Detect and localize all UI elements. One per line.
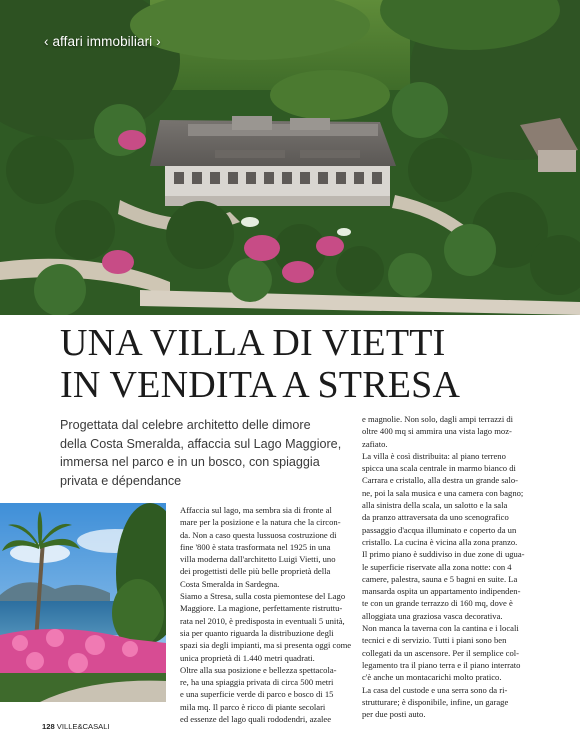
body-line: zafiato.	[362, 438, 388, 449]
body-line: le superficie riservate alla zona notte: con 4	[362, 561, 512, 572]
body-line: spazi sia degli impianti, ma si presenta oggi come	[180, 640, 352, 651]
article-headline	[60, 322, 560, 406]
body-line: da pranzo attraversata da uno scenografico	[362, 512, 509, 523]
body-line: alla sinistra della scala, un salotto e la sala	[362, 500, 508, 511]
lead-line: immersa nel parco e in un bosco, con spiaggia	[60, 455, 320, 470]
body-line: Oltre alla sua posizione e bellezza spettacola-	[180, 664, 337, 675]
lead-line: privata e dépendance	[60, 473, 182, 488]
garden-lake-photo	[0, 503, 166, 702]
body-line: collegati da un ascensore. Per il semplice col-	[362, 647, 520, 658]
body-line: c'è anche un montacarichi molto pratico.	[362, 672, 502, 683]
body-column-right	[362, 413, 532, 720]
body-line: oltre 400 mq si ammira una vista lago moz-	[362, 426, 512, 437]
body-line: unica proprietà di 1.440 metri quadrati.	[180, 652, 315, 663]
body-line: mila mq. Il parco è ricco di piante secolari	[180, 701, 326, 712]
body-line: Carrara e cristallo, alla destra un grande salo-	[362, 475, 519, 486]
body-line: Non manca la taverna con la cantina e i locali	[362, 623, 519, 634]
body-line: fine '800 è stata trasformata nel 1925 in una	[180, 541, 331, 552]
body-line: mare per la posizione e la natura che la circon-	[180, 517, 341, 528]
body-line: alloggiata una graziosa vasca decorativa.	[362, 610, 503, 621]
lead-line: della Costa Smeralda, affaccia sul Lago Maggiore,	[60, 436, 342, 451]
body-line: mansarda ospita un appartamento indipenden-	[362, 586, 521, 597]
article-lead	[60, 416, 350, 490]
body-line: per due posti auto.	[362, 709, 426, 720]
body-line: La villa è così distribuita: al piano terreno	[362, 450, 506, 461]
body-line: La casa del custode e una serra sono da ri-	[362, 684, 508, 695]
headline-line: IN VENDITA A STRESA	[60, 364, 461, 406]
body-line: strutturare; è disponibile, infine, un garage	[362, 696, 509, 707]
body-line: Maggiore. La magione, perfettamente ristruttu-	[180, 603, 343, 614]
body-line: re, ha una spiaggia privata di circa 500 metri	[180, 677, 334, 688]
headline-line: UNA VILLA DI VIETTI	[60, 322, 446, 364]
body-line: passaggio d'acqua illuminato e coperto da un	[362, 524, 517, 535]
body-line: rata nel 2010, è predisposta in eventuali 5 unità,	[180, 615, 345, 626]
page-number: 128	[42, 722, 55, 731]
body-line: dei progettisti delle più belle proprietà della	[180, 566, 331, 577]
body-line: cristallo. La cucina è vicina alla zona pranzo.	[362, 536, 518, 547]
hero-aerial-photo	[0, 0, 580, 315]
section-tag: ‹ affari immobiliari ›	[44, 34, 161, 49]
page-folio	[42, 722, 110, 731]
lead-line: Progettata dal celebre architetto delle dimore	[60, 418, 311, 432]
body-line: Costa Smeralda in Sardegna.	[180, 578, 280, 589]
body-line: te con un grande terrazzo di 160 mq, dove è	[362, 598, 513, 609]
body-line: spicca una scala centrale in marmo bianco di	[362, 463, 516, 474]
body-line: e magnolie. Non solo, dagli ampi terrazzi di	[362, 414, 514, 424]
body-line: Affaccia sul lago, ma sembra sia di fronte al	[180, 505, 332, 515]
body-column-middle	[180, 504, 350, 725]
body-line: villa moderna dall'architetto Luigi Vietti, uno	[180, 554, 336, 565]
body-line: Siamo a Stresa, sulla costa piemontese del Lago	[180, 591, 346, 602]
body-line: ed essenze del lago quali rododendri, azalee	[180, 714, 332, 725]
body-line: e una superficie verde di parco e bosco di 15	[180, 689, 334, 700]
body-line: sia per quanto riguarda la distribuzione degli	[180, 627, 334, 638]
body-line: Il primo piano è suddiviso in due zone di ugua-	[362, 549, 525, 560]
garden-illustration	[0, 503, 166, 702]
body-line: da. Non a caso questa lussuosa costruzione di	[180, 529, 337, 540]
body-line: legamento tra il piano terra e il piano interrato	[362, 659, 521, 670]
body-line: camere, palestra, sauna e 5 bagni en suite. La	[362, 573, 518, 584]
body-line: tecnici e di servizio. Tutti i piani sono ben	[362, 635, 507, 646]
magazine-name: VILLE&CASALI	[56, 722, 110, 731]
body-line: ne, poi la sala musica e una camera con bagno;	[362, 487, 524, 498]
